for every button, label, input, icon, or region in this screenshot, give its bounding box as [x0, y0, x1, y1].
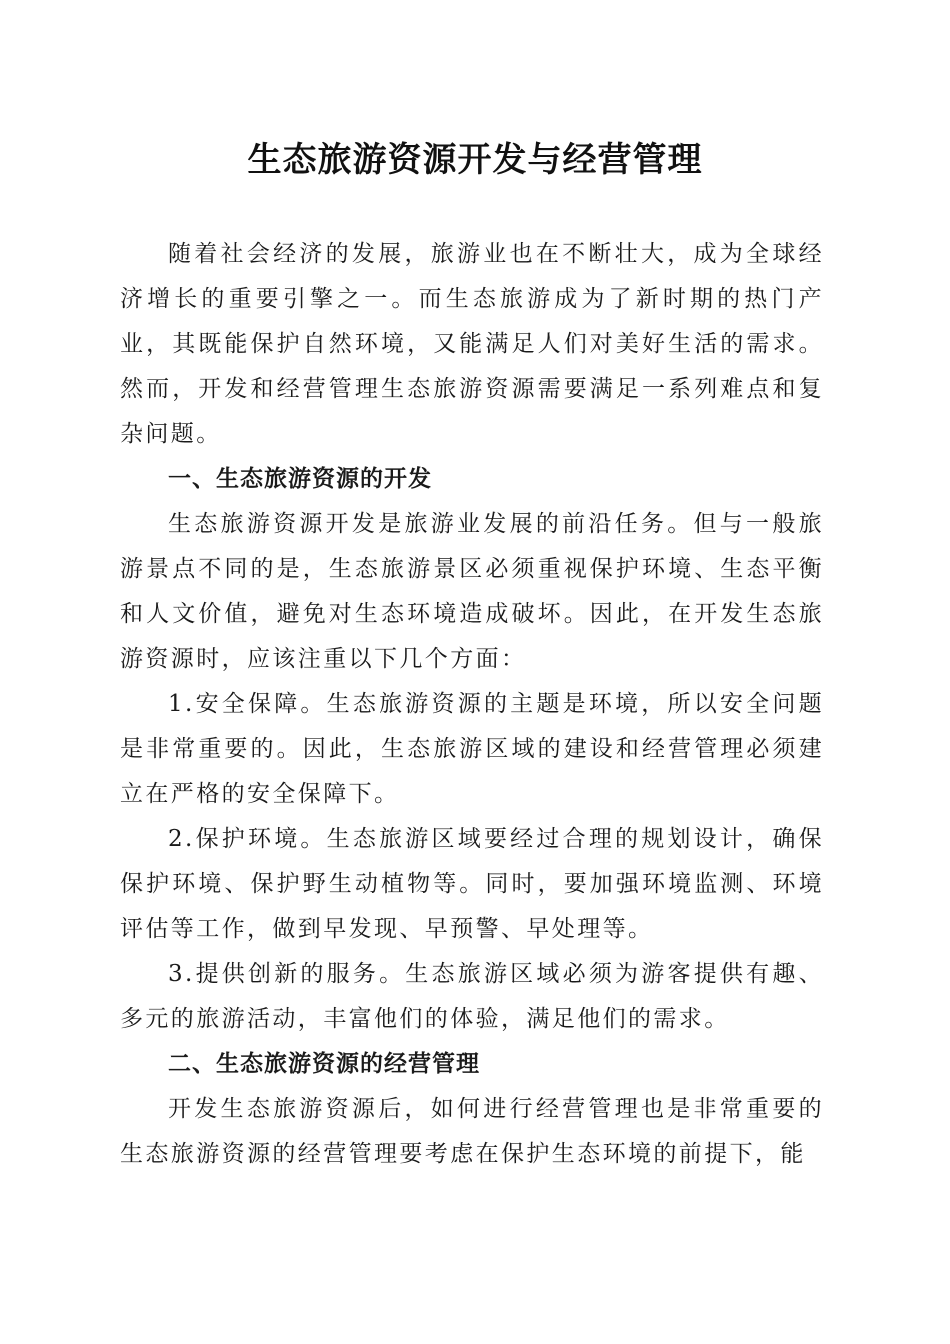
management-paragraph: 开发生态旅游资源后，如何进行经营管理也是非常重要的生态旅游资源的经营管理要考虑在保护生态环境的前提下，能 [120, 1096, 824, 1167]
list-item-safety: 1.安全保障。生态旅游资源的主题是环境，所以安全问题是非常重要的。因此，生态旅游区域的建设和经营管理必须建立在严格的安全保障下。 [120, 691, 824, 807]
document-title: 生态旅游资源开发与经营管理 [247, 140, 703, 180]
development-paragraph: 生态旅游资源开发是旅游业发展的前沿任务。但与一般旅游景点不同的是，生态旅游景区必须重视保护环境、生态平衡和人文价值，避免对生态环境造成破坏。因此，在开发生态旅游资源时，应该注重以下几个方面： [120, 511, 824, 672]
document-body [120, 232, 824, 1177]
list-item-services: 3.提供创新的服务。生态旅游区域必须为游客提供有趣、多元的旅游活动，丰富他们的体验，满足他们的需求。 [120, 961, 824, 1032]
list-item-environment: 2.保护环境。生态旅游区域要经过合理的规划设计，确保保护环境、保护野生动植物等。同时，要加强环境监测、环境评估等工作，做到早发现、早预警、早处理等。 [120, 826, 824, 942]
intro-paragraph: 随着社会经济的发展，旅游业也在不断壮大，成为全球经济增长的重要引擎之一。而生态旅游成为了新时期的热门产业，其既能保护自然环境，又能满足人们对美好生活的需求。然而，开发和经营管理生态旅游资源需要满足一系列难点和复杂问题。 [120, 241, 824, 447]
section-heading-management: 二、生态旅游资源的经营管理 [168, 1051, 480, 1077]
section-heading-development: 一、生态旅游资源的开发 [168, 466, 432, 492]
